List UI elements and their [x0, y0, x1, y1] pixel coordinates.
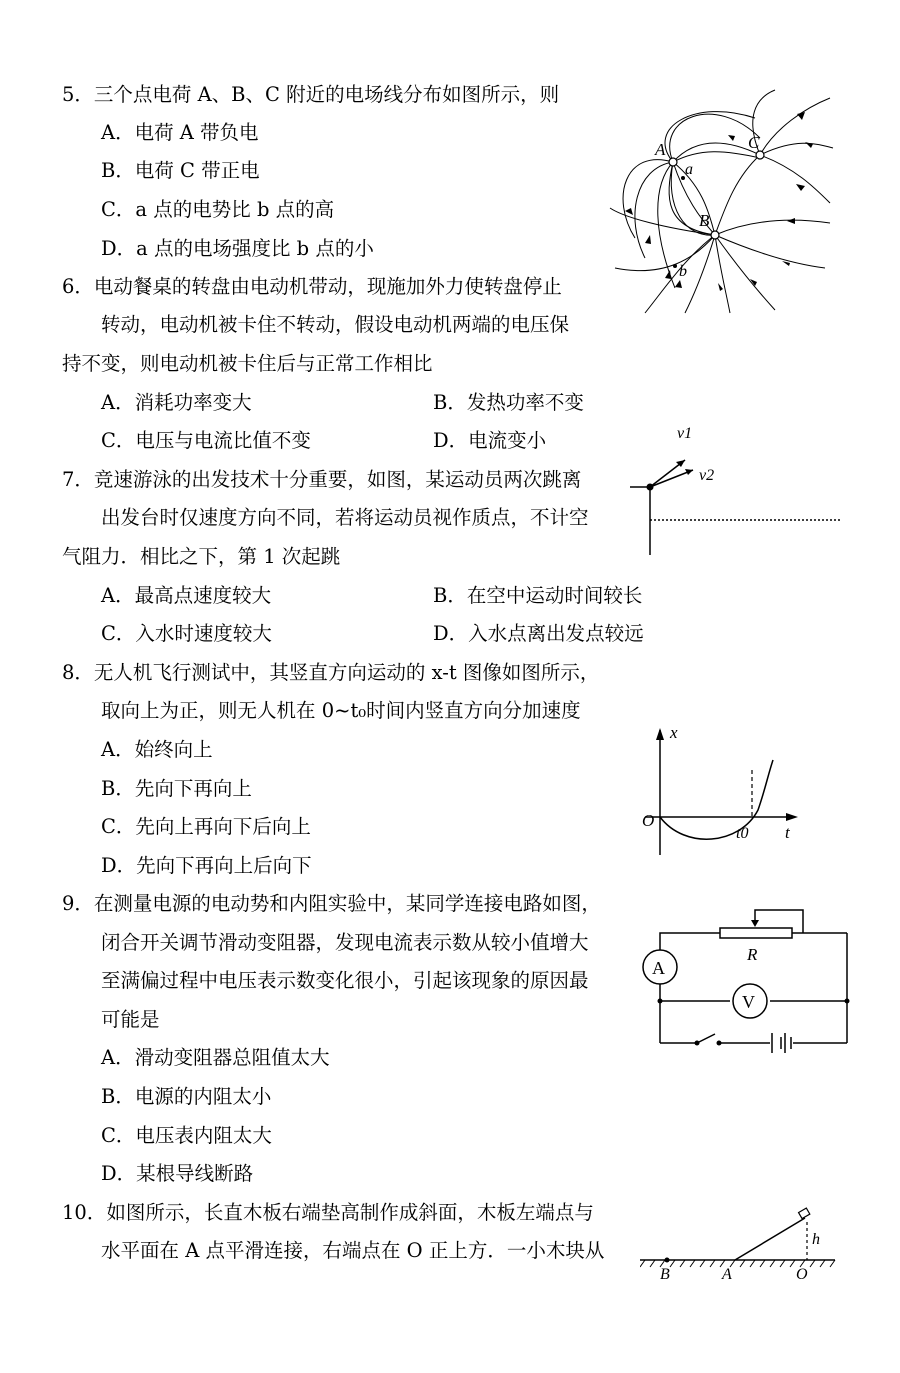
field-label-a-charge: A — [655, 140, 666, 159]
field-label-c-charge: C — [748, 133, 760, 152]
q8-stem-line1: 8．无人机飞行测试中，其竖直方向运动的 x-t 图像如图所示， — [62, 661, 600, 684]
circuit-label-ammeter: A — [652, 958, 665, 978]
q6-stem-line2: 转动，电动机被卡住不转动，假设电动机两端的电压保 — [101, 313, 570, 336]
q7-stem-line2: 出发台时仅速度方向不同，若将运动员视作质点，不计空 — [101, 506, 589, 529]
q6-option-b: B．发热功率不变 — [433, 391, 584, 414]
q6-option-d: D．电流变小 — [433, 429, 547, 452]
q7-option-d: D．入水点离出发点较远 — [433, 622, 644, 645]
q5-stem-line1: 5．三个点电荷 A、B、C 附近的电场线分布如图所示，则 — [62, 83, 560, 106]
q9-option-a: A．滑动变阻器总阻值太大 — [101, 1046, 330, 1069]
field-label-b-charge: B — [699, 211, 710, 230]
xt-label-x: x — [670, 723, 678, 742]
q8-option-a: A．始终向上 — [101, 738, 213, 761]
field-label-a-point: a — [685, 161, 693, 178]
q8-option-b: B．先向下再向上 — [101, 777, 252, 800]
q9-stem-line4: 可能是 — [101, 1008, 160, 1031]
circuit-figure — [635, 900, 855, 1065]
xt-label-t0: t0 — [736, 825, 749, 842]
q9-stem-line3: 至满偏过程中电压表示数变化很小，引起该现象的原因最 — [101, 969, 589, 992]
q6-option-c: C．电压与电流比值不变 — [101, 429, 311, 452]
swim-start-figure — [625, 420, 850, 560]
q5-option-d: D．a 点的电场强度比 b 点的小 — [101, 237, 374, 260]
q10-stem-line1: 10．如图所示，长直木板右端垫高制作成斜面，木板左端点与 — [62, 1201, 594, 1224]
swim-label-v2: v2 — [699, 467, 715, 484]
q9-option-b: B．电源的内阻太小 — [101, 1085, 272, 1108]
q8-stem-line2: 取向上为正，则无人机在 0~t₀时间内竖直方向分加速度 — [101, 699, 581, 722]
q7-option-b: B．在空中运动时间较长 — [433, 584, 643, 607]
swim-label-v1: v1 — [677, 425, 693, 442]
q7-option-a: A．最高点速度较大 — [101, 584, 272, 607]
circuit-label-r: R — [747, 945, 758, 964]
q7-option-c: C．入水时速度较大 — [101, 622, 272, 645]
q5-option-b: B．电荷 C 带正电 — [101, 159, 260, 182]
q9-stem-line1: 9．在测量电源的电动势和内阻实验中，某同学连接电路如图， — [62, 892, 601, 915]
xt-label-origin: O — [642, 811, 655, 830]
q8-option-c: C．先向上再向下后向上 — [101, 815, 311, 838]
incline-figure — [640, 1200, 840, 1285]
electric-field-figure — [605, 88, 835, 318]
xt-graph-figure — [640, 720, 810, 865]
circuit-label-voltmeter: V — [742, 992, 755, 1012]
q6-stem-line1: 6．电动餐桌的转盘由电动机带动，现施加外力使转盘停止 — [62, 275, 562, 298]
q6-stem-line3: 持不变，则电动机被卡住后与正常工作相比 — [62, 352, 433, 375]
incline-label-b: B — [660, 1266, 670, 1283]
incline-label-a: A — [722, 1266, 732, 1283]
q9-option-c: C．电压表内阻太大 — [101, 1124, 272, 1147]
q6-option-a: A．消耗功率变大 — [101, 391, 252, 414]
q5-option-a: A．电荷 A 带负电 — [101, 121, 259, 144]
q8-option-d: D．先向下再向上后向下 — [101, 854, 312, 877]
q9-option-d: D．某根导线断路 — [101, 1162, 254, 1185]
incline-label-o: O — [796, 1266, 808, 1283]
q7-stem-line1: 7．竞速游泳的出发技术十分重要，如图，某运动员两次跳离 — [62, 468, 582, 491]
field-label-b-point: b — [679, 263, 687, 280]
q7-stem-line3: 气阻力．相比之下，第 1 次起跳 — [62, 545, 341, 568]
incline-label-h: h — [812, 1231, 820, 1248]
q5-option-c: C．a 点的电势比 b 点的高 — [101, 198, 335, 221]
q10-stem-line2: 水平面在 A 点平滑连接，右端点在 O 正上方．一小木块从 — [101, 1239, 605, 1262]
xt-label-t: t — [785, 823, 790, 842]
q9-stem-line2: 闭合开关调节滑动变阻器，发现电流表示数从较小值增大 — [101, 931, 589, 954]
